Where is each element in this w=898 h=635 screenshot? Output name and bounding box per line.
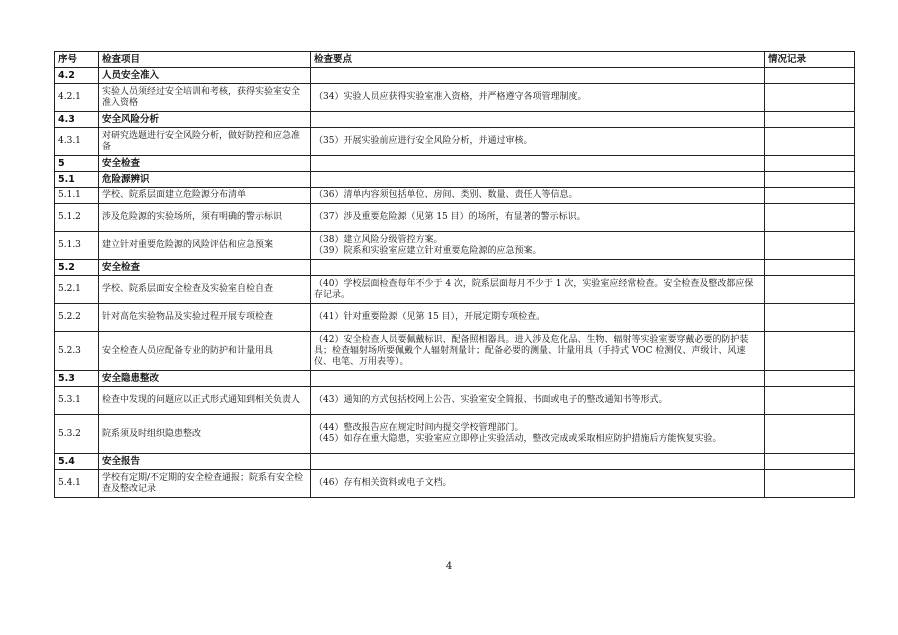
- record-cell: [765, 371, 855, 387]
- row-no: 5.1.3: [55, 232, 99, 260]
- section-no: 5.1: [55, 172, 99, 188]
- table-row: [55, 188, 855, 204]
- empty-cell: [311, 112, 765, 128]
- header-record: 情况记录: [765, 52, 855, 68]
- section-row: [55, 454, 855, 470]
- empty-cell: [311, 68, 765, 84]
- table-row: [55, 204, 855, 232]
- record-cell: [765, 84, 855, 112]
- section-title: 安全风险分析: [99, 112, 311, 128]
- table-row: [55, 470, 855, 498]
- record-cell: [765, 188, 855, 204]
- header-no: 序号: [55, 52, 99, 68]
- record-cell: [765, 156, 855, 172]
- section-row: [55, 68, 855, 84]
- table-row: [55, 232, 855, 260]
- section-row: [55, 156, 855, 172]
- table-row: [55, 387, 855, 415]
- row-item: 学校、院系层面建立危险源分布清单: [99, 188, 311, 204]
- row-points: [311, 304, 765, 332]
- table-row: [55, 304, 855, 332]
- record-cell: [765, 128, 855, 156]
- point-text: （40）学校层面检查每年不少于 4 次，院系层面每月不少于 1 次，实验室应经常检查。安全检查及整改都应保存记录。: [314, 278, 754, 300]
- row-item: 检查中发现的问题应以正式形式通知到相关负责人: [99, 387, 311, 415]
- empty-cell: [311, 454, 765, 470]
- row-item: 院系须及时组织隐患整改: [99, 415, 311, 454]
- section-title: 安全检查: [99, 260, 311, 276]
- point-text: （39）院系和实验室应建立针对重要危险源的应急预案。: [314, 245, 542, 256]
- record-cell: [765, 276, 855, 304]
- empty-cell: [311, 260, 765, 276]
- header-item: 检查项目: [99, 52, 311, 68]
- header-points: 检查要点: [311, 52, 765, 68]
- section-title: 安全检查: [99, 156, 311, 172]
- row-points: [311, 84, 765, 112]
- empty-cell: [311, 172, 765, 188]
- row-item: 涉及危险源的实验场所，须有明确的警示标识: [99, 204, 311, 232]
- section-no: 5.3: [55, 371, 99, 387]
- point-text: （46）存有相关资料或电子文档。: [314, 478, 452, 488]
- row-points: [311, 128, 765, 156]
- record-cell: [765, 204, 855, 232]
- section-no: 5: [55, 156, 99, 172]
- section-no: 5.4: [55, 454, 99, 470]
- row-item: 安全检查人员应配备专业的防护和计量用具: [99, 332, 311, 371]
- table-row: [55, 276, 855, 304]
- row-item: 对研究选题进行安全风险分析，做好防控和应急准备: [99, 128, 311, 156]
- point-text: （44）整改报告应在规定时间内提交学校管理部门。: [314, 423, 524, 433]
- section-no: 4.3: [55, 112, 99, 128]
- row-no: 5.1.2: [55, 204, 99, 232]
- record-cell: [765, 112, 855, 128]
- record-cell: [765, 470, 855, 498]
- row-item: 学校有定期/不定期的安全检查通报；院系有安全检查及整改记录: [99, 470, 311, 498]
- row-points: [311, 387, 765, 415]
- record-cell: [765, 415, 855, 454]
- empty-cell: [311, 156, 765, 172]
- record-cell: [765, 304, 855, 332]
- row-no: 5.2.1: [55, 276, 99, 304]
- record-cell: [765, 454, 855, 470]
- record-cell: [765, 332, 855, 371]
- section-no: 5.2: [55, 260, 99, 276]
- row-no: 4.3.1: [55, 128, 99, 156]
- table-row: [55, 128, 855, 156]
- table-row: [55, 332, 855, 371]
- section-row: [55, 371, 855, 387]
- section-row: [55, 112, 855, 128]
- row-points: [311, 232, 765, 260]
- section-title: 安全报告: [99, 454, 311, 470]
- point-text: （36）清单内容须包括单位、房间、类别、数量、责任人等信息。: [314, 190, 578, 200]
- section-title: 危险源辨识: [99, 172, 311, 188]
- row-points: [311, 332, 765, 371]
- row-no: 5.3.2: [55, 415, 99, 454]
- empty-cell: [311, 371, 765, 387]
- row-points: [311, 188, 765, 204]
- point-text: （41）针对重要险源（见第 15 目），开展定期专项检查。: [314, 312, 546, 322]
- row-item: 针对高危实验物品及实验过程开展专项检查: [99, 304, 311, 332]
- section-row: [55, 260, 855, 276]
- record-cell: [765, 172, 855, 188]
- section-title: 人员安全准入: [99, 68, 311, 84]
- row-no: 5.1.1: [55, 188, 99, 204]
- row-no: 5.4.1: [55, 470, 99, 498]
- record-cell: [765, 68, 855, 84]
- point-text: （35）开展实验前应进行安全风险分析，并通过审核。: [314, 136, 533, 146]
- row-no: 5.3.1: [55, 387, 99, 415]
- table-header-row: [55, 52, 855, 68]
- record-cell: [765, 232, 855, 260]
- section-title: 安全隐患整改: [99, 371, 311, 387]
- point-text: （45）如存在重大隐患，实验室应立即停止实验活动，整改完成或采取相应防护措施后方能恢复实验。: [314, 434, 722, 444]
- row-item: 学校、院系层面安全检查及实验室自检自查: [99, 276, 311, 304]
- row-points: [311, 204, 765, 232]
- table-row: [55, 84, 855, 112]
- section-no: 4.2: [55, 68, 99, 84]
- point-text: （43）通知的方式包括校网上公告、实验室安全简报、书面或电子的整改通知书等形式。: [314, 395, 668, 405]
- record-cell: [765, 260, 855, 276]
- point-text: （38）建立风险分级管控方案。: [314, 234, 443, 245]
- table-row: [55, 415, 855, 454]
- row-no: 5.2.2: [55, 304, 99, 332]
- row-points: [311, 276, 765, 304]
- row-points: [311, 415, 765, 454]
- section-row: [55, 172, 855, 188]
- row-item: 建立针对重要危险源的风险评估和应急预案: [99, 232, 311, 260]
- point-text: （37）涉及重要危险源（见第 15 目）的场所，有显著的警示标识。: [314, 212, 586, 222]
- row-no: 5.2.3: [55, 332, 99, 371]
- row-points: [311, 470, 765, 498]
- row-no: 4.2.1: [55, 84, 99, 112]
- row-item: 实验人员须经过安全培训和考核，获得实验室安全准入资格: [99, 84, 311, 112]
- record-cell: [765, 387, 855, 415]
- inspection-table: [54, 51, 855, 498]
- page-number: 4: [445, 561, 453, 572]
- point-text: （42）安全检查人员要佩戴标识、配备照相器具。进入涉及危化品、生物、辐射等实验室要穿戴必要的防护装具；检查辐射场所要佩戴个人辐射剂量计；配备必要的测量、计量用具（手持式 VOC 检测仪、声级计、风速仪、电笔、万用表等）。: [314, 334, 749, 367]
- point-text: （34）实验人员应获得实验室准入资格，并严格遵守各项管理制度。: [314, 92, 587, 102]
